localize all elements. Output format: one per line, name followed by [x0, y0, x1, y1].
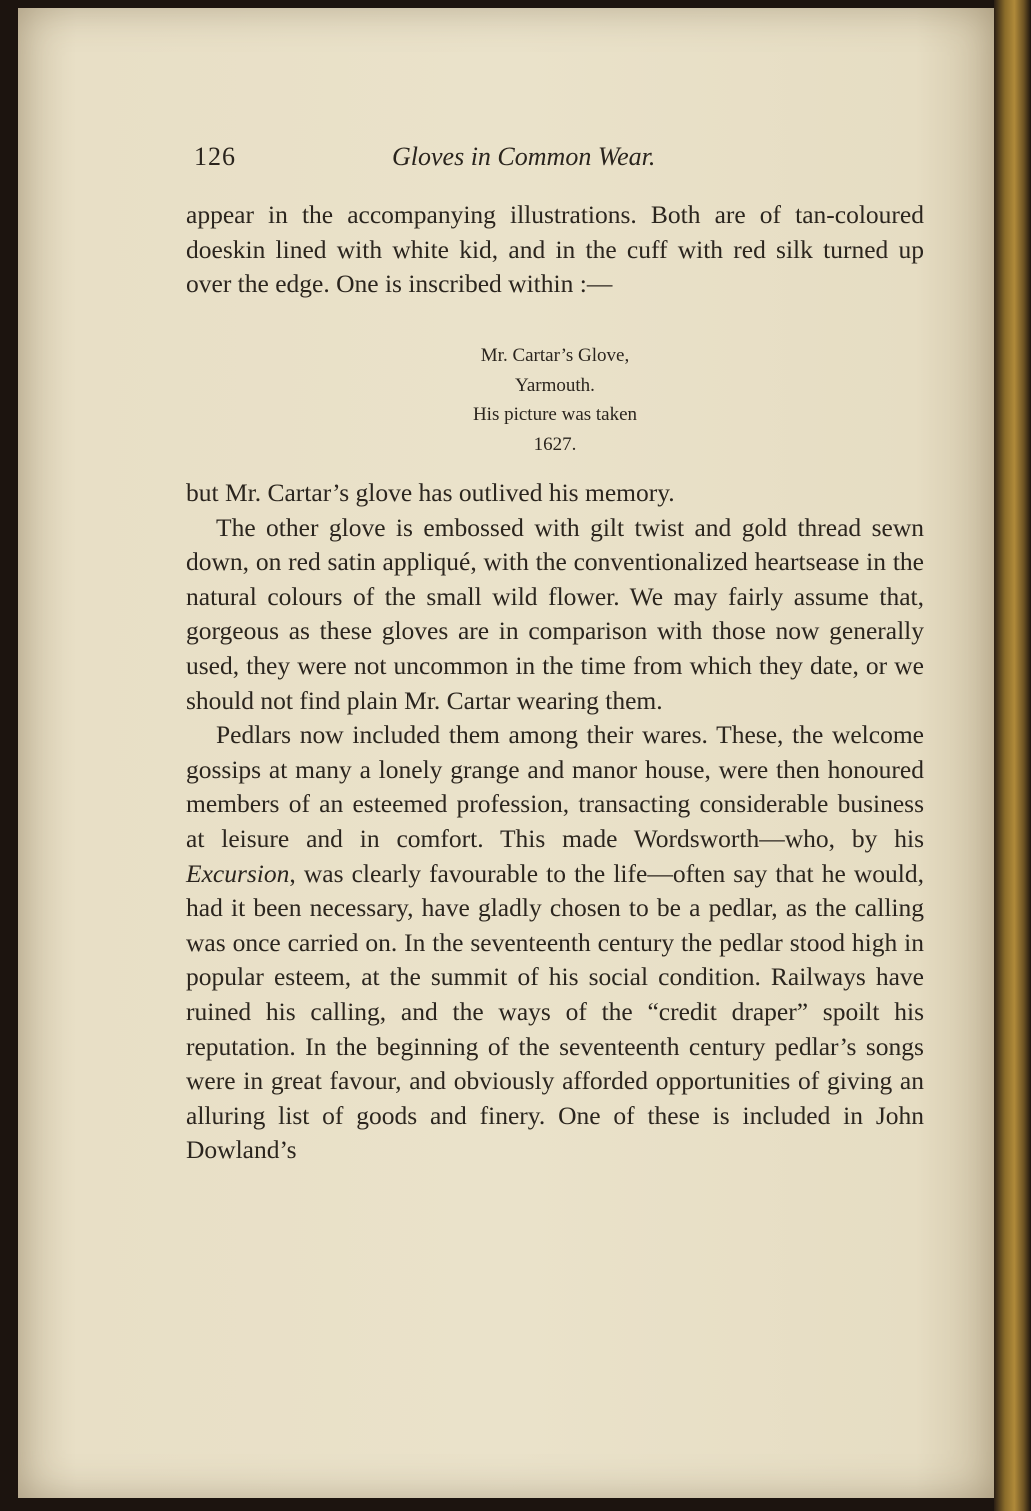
inscription-line: Yarmouth. [515, 374, 595, 396]
intro-paragraph [186, 198, 924, 302]
running-title: Gloves in Common Wear. [392, 142, 656, 171]
paragraph-pedlars [186, 718, 924, 1168]
page-header [194, 142, 754, 182]
main-text [186, 476, 924, 1168]
inscription-line: Mr. Cartar’s Glove, [480, 345, 630, 366]
intro-text: appear in the accompanying illustrations. Both are of tan-coloured doeskin lined with white kid, and in the cuff with red silk turned up over the edge. One is inscribed within :— [186, 200, 924, 299]
pedlars-text-end: , was clearly favourable to the life—often say that he would, had it been necessary, have gladly chosen to be a pedlar, as the calling was once carried on. In the seventeenth century the pedlar stood high in popular esteem, at the summit of his social condition. Railways have ruined his calling, and the ways of the “credit draper” spoilt his reputation. In the beginning of the seventeenth century pedlar’s songs were in great favour, and obviously afforded opportunities of giving an alluring list of goods and finery. One of these is included in John Dowland’s [186, 858, 924, 1165]
paragraph-continuation: but Mr. Cartar’s glove has outlived his memory. [186, 478, 675, 507]
paragraph-other-glove: The other glove is embossed with gilt twist and gold thread sewn down, on red satin appliqué, with the conventionalized heartsease in the natural colours of the small wild flower. We may fairly assume that, gorgeous as these gloves are in comparison with those now generally used, they were not uncommon in the time from which they date, or we should not find plain Mr. Cartar wearing them. [186, 512, 924, 715]
glove-inscription [380, 341, 730, 459]
pedlars-text-start: Pedlars now included them among their wares. These, the welcome gossips at many a lonely grange and manor house, were then honoured members of an esteemed profession, transacting considerable business at leisure and in comfort. This made Wordsworth—who, by his [186, 720, 924, 853]
inscription-line: His picture was taken [472, 404, 638, 425]
book-cover-edge [994, 0, 1031, 1511]
inscription-line: 1627. [533, 433, 577, 455]
page-number: 126 [194, 142, 236, 171]
excursion-title: Excursion [186, 858, 290, 888]
